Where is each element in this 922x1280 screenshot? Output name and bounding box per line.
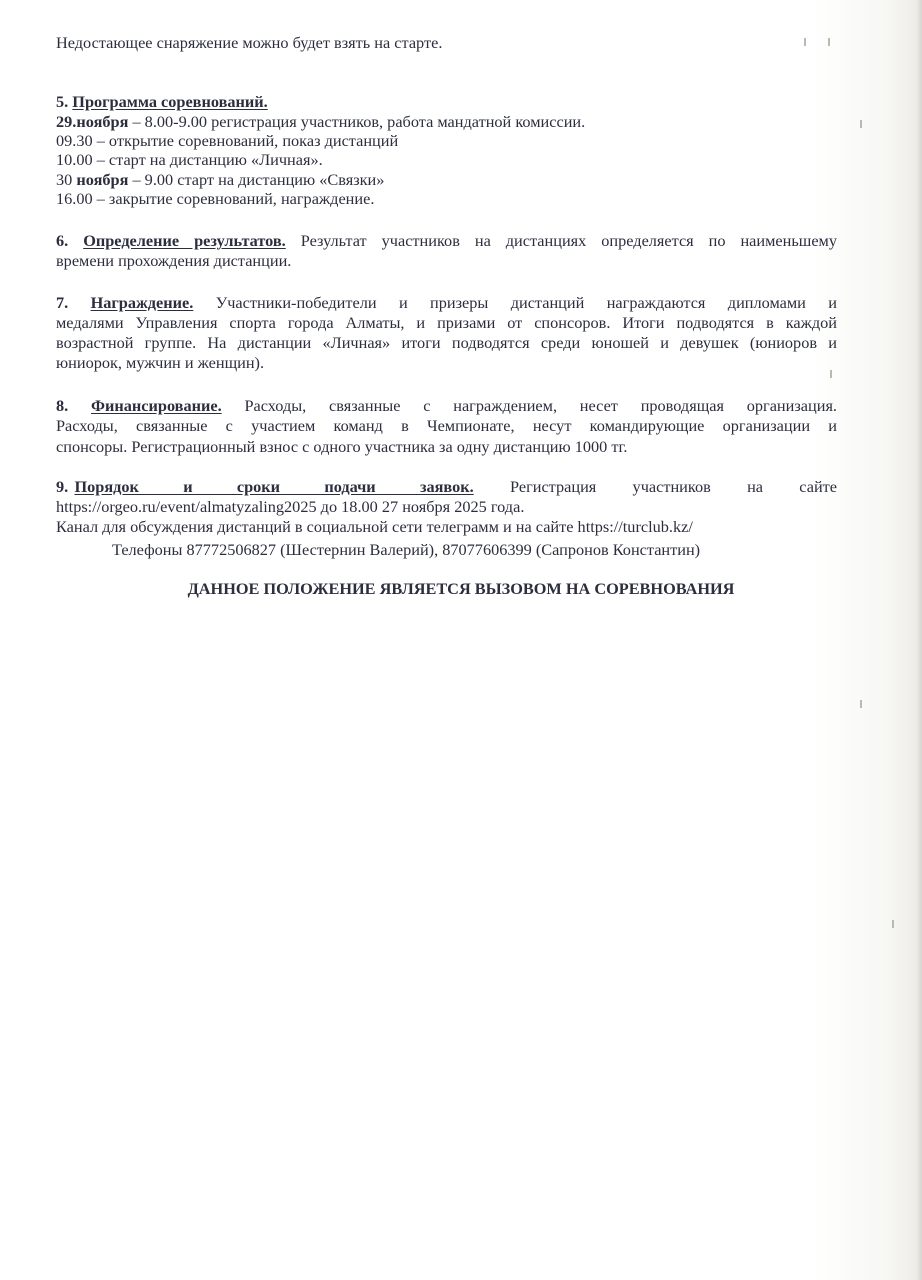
section-7-text: Участники-победители и призеры дистанций награждаются дипломами и [193, 293, 837, 312]
scan-speck [830, 370, 832, 378]
section-5-date-1: 29.ноября [56, 112, 129, 131]
section-6-text: Результат участников на дистанциях определяется по наименьшему [285, 231, 837, 250]
section-8-line-1 [56, 396, 837, 416]
intro-line: Недостающее снаряжение можно будет взять на старте. [56, 33, 443, 52]
section-6-line-2: времени прохождения дистанции. [56, 251, 292, 270]
section-7-number: 7. [56, 293, 69, 312]
section-8-line-2: Расходы, связанные с участием команд в Чемпионате, несут командирующие организации и [56, 416, 837, 435]
scan-speck [860, 700, 862, 708]
section-9-line-3: Канал для обсуждения дистанций в социальной сети телеграмм и на сайте https://turclub.kz/ [56, 517, 693, 536]
section-5-text: – 8.00-9.00 регистрация участников, работа мандатной комиссии. [128, 112, 586, 131]
scan-speck [860, 120, 862, 128]
section-7-line-4: юниорок, мужчин и женщин). [56, 353, 265, 372]
section-5-line-2: 09.30 – открытие соревнований, показ дистанций [56, 131, 399, 150]
section-8-text: Расходы, связанные с награждением, несет проводящая организация. [221, 396, 837, 415]
scan-speck [892, 920, 894, 928]
section-9-line-1 [56, 477, 837, 497]
section-6-number: 6. [56, 231, 69, 250]
section-5-month-2: ноября [76, 170, 129, 189]
section-5-number: 5. [56, 92, 69, 111]
section-8-number: 8. [56, 396, 69, 415]
closing-statement: ДАННОЕ ПОЛОЖЕНИЕ ЯВЛЯЕТСЯ ВЫЗОВОМ НА СОРЕВНОВАНИЯ [187, 579, 735, 598]
section-9-line-2: https://orgeo.ru/event/almatyzaling2025 до 18.00 27 ноября 2025 года. [56, 497, 525, 516]
section-9-text: Регистрация участников на сайте [473, 477, 837, 496]
section-5-heading [56, 92, 268, 112]
section-7-title: Награждение. [90, 293, 194, 312]
section-5-text: – 9.00 старт на дистанцию «Связки» [128, 170, 385, 189]
scan-speck [804, 38, 806, 46]
section-5-line-5: 16.00 – закрытие соревнований, награждение. [56, 189, 375, 208]
scan-speck [828, 38, 830, 46]
section-7-line-3: возрастной группе. На дистанции «Личная» итоги подводятся среди юношей и девушек (юниоров и [56, 333, 837, 352]
section-7-line-2: медалями Управления спорта города Алматы, и призами от спонсоров. Итоги подводятся в каждой [56, 313, 837, 332]
section-5-day-2: 30 [56, 170, 77, 189]
section-5-line-4 [56, 170, 384, 190]
section-7-line-1 [56, 293, 837, 313]
section-6-title: Определение результатов. [83, 231, 286, 250]
section-6-line-1 [56, 231, 837, 251]
section-5-line-3: 10.00 – старт на дистанцию «Личная». [56, 150, 323, 169]
section-9-number: 9. [56, 477, 69, 496]
section-9-title: Порядок и сроки подачи заявок. [74, 477, 474, 496]
section-9-line-4: Телефоны 87772506827 (Шестернин Валерий), 87077606399 (Сапронов Константин) [112, 540, 701, 559]
section-8-title: Финансирование. [91, 396, 222, 415]
section-5-title: Программа соревнований. [72, 92, 268, 111]
section-5-line-1 [56, 112, 585, 132]
page-edge-shadow [916, 0, 922, 1280]
section-8-line-3: спонсоры. Регистрационный взнос с одного участника за одну дистанцию 1000 тг. [56, 437, 628, 456]
